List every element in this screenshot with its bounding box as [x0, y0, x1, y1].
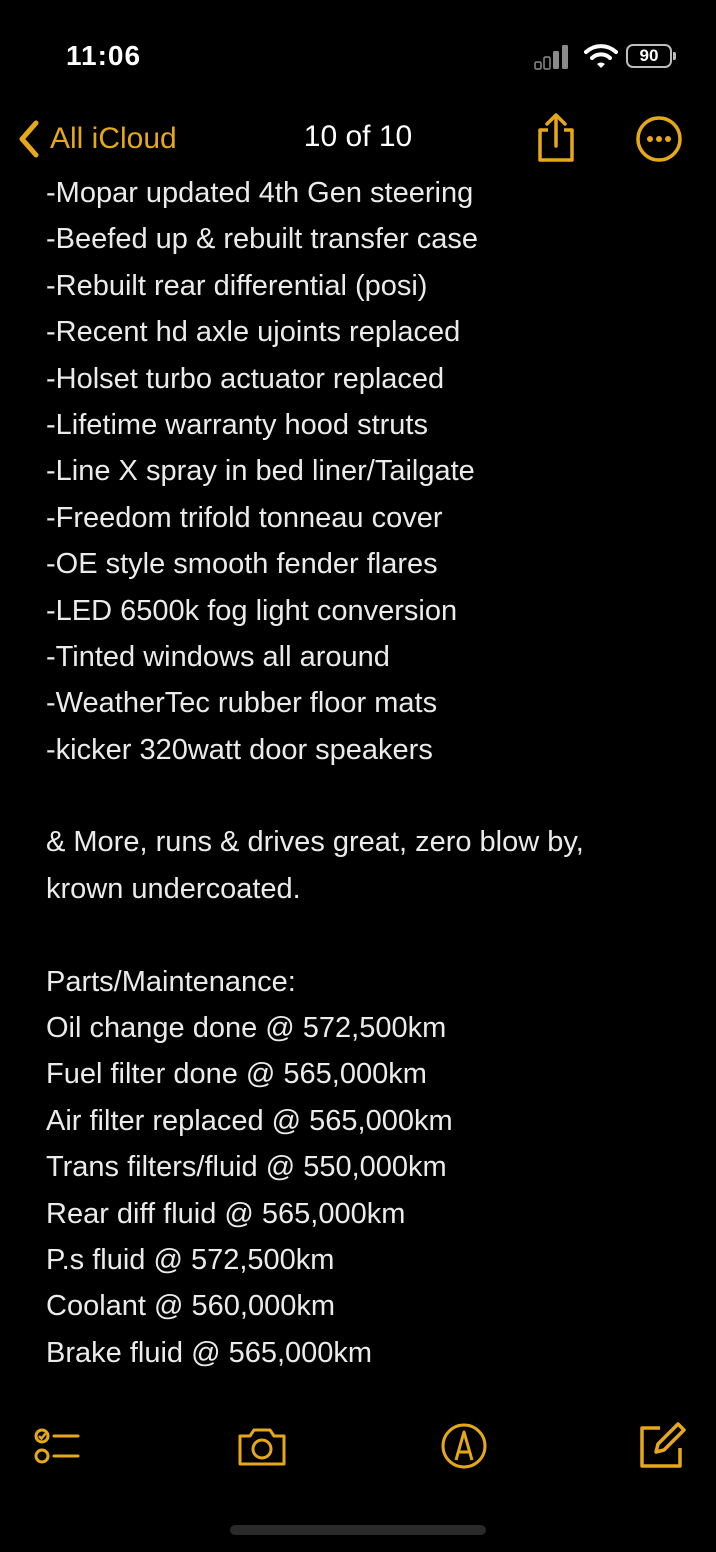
back-label: All iCloud [50, 122, 177, 155]
note-line: Parts/Maintenance: [46, 965, 296, 998]
note-line: P.s fluid @ 572,500km [46, 1243, 335, 1276]
home-indicator[interactable] [230, 1525, 486, 1535]
note-line: -Beefed up & rebuilt transfer case [46, 223, 479, 256]
note-line: Rear diff fluid @ 565,000km [46, 1197, 406, 1230]
note-line: -Tinted windows all around [46, 640, 390, 673]
markup-icon[interactable] [438, 1420, 490, 1472]
compose-icon[interactable] [636, 1420, 688, 1472]
note-line: -Mopar updated 4th Gen steering [46, 177, 474, 209]
note-line: krown undercoated. [46, 872, 301, 905]
status-time: 11:06 [66, 40, 142, 71]
chevron-left-icon [16, 119, 42, 159]
note-line: & More, runs & drives great, zero blow by, [46, 826, 584, 859]
note-body-cutoff [0, 1382, 716, 1402]
note-line: Oil change done @ 572,500km [46, 1012, 447, 1045]
more-options-icon[interactable] [634, 114, 684, 164]
battery-indicator: 90 [626, 44, 672, 68]
note-line: Fuel filter done @ 565,000km [46, 1058, 427, 1091]
navigation-bar [0, 108, 716, 168]
note-line: Coolant @ 560,000km [46, 1290, 335, 1323]
share-icon[interactable] [532, 110, 580, 166]
note-line: -Recent hd axle ujoints replaced [46, 316, 461, 349]
note-line: -Holset turbo actuator replaced [46, 362, 445, 395]
page-title: 10 of 10 [303, 120, 413, 153]
note-line: -OE style smooth fender flares [46, 548, 438, 581]
note-body[interactable] [46, 170, 686, 1392]
camera-icon[interactable] [236, 1420, 288, 1472]
note-line: -Freedom trifold tonneau cover [46, 501, 443, 534]
note-line: Brake fluid @ 565,000km [46, 1336, 373, 1369]
note-line: -Lifetime warranty hood struts [46, 408, 428, 441]
blank-line [46, 912, 686, 958]
checklist-icon[interactable] [32, 1420, 84, 1472]
status-bar [0, 0, 716, 110]
note-line: -Line X spray in bed liner/Tailgate [46, 455, 475, 488]
note-line: Air filter replaced @ 565,000km [46, 1104, 453, 1137]
note-line: Trans filters/fluid @ 550,000km [46, 1151, 447, 1184]
note-line: -kicker 320watt door speakers [46, 733, 433, 766]
cellular-signal-icon [534, 44, 572, 70]
bottom-toolbar [0, 1410, 716, 1480]
note-line: -WeatherTec rubber floor mats [46, 687, 438, 720]
note-line: -Rebuilt rear differential (posi) [46, 269, 428, 302]
back-button[interactable] [16, 116, 177, 162]
blank-line [46, 773, 686, 819]
wifi-icon [584, 42, 618, 70]
note-line: -LED 6500k fog light conversion [46, 594, 458, 627]
